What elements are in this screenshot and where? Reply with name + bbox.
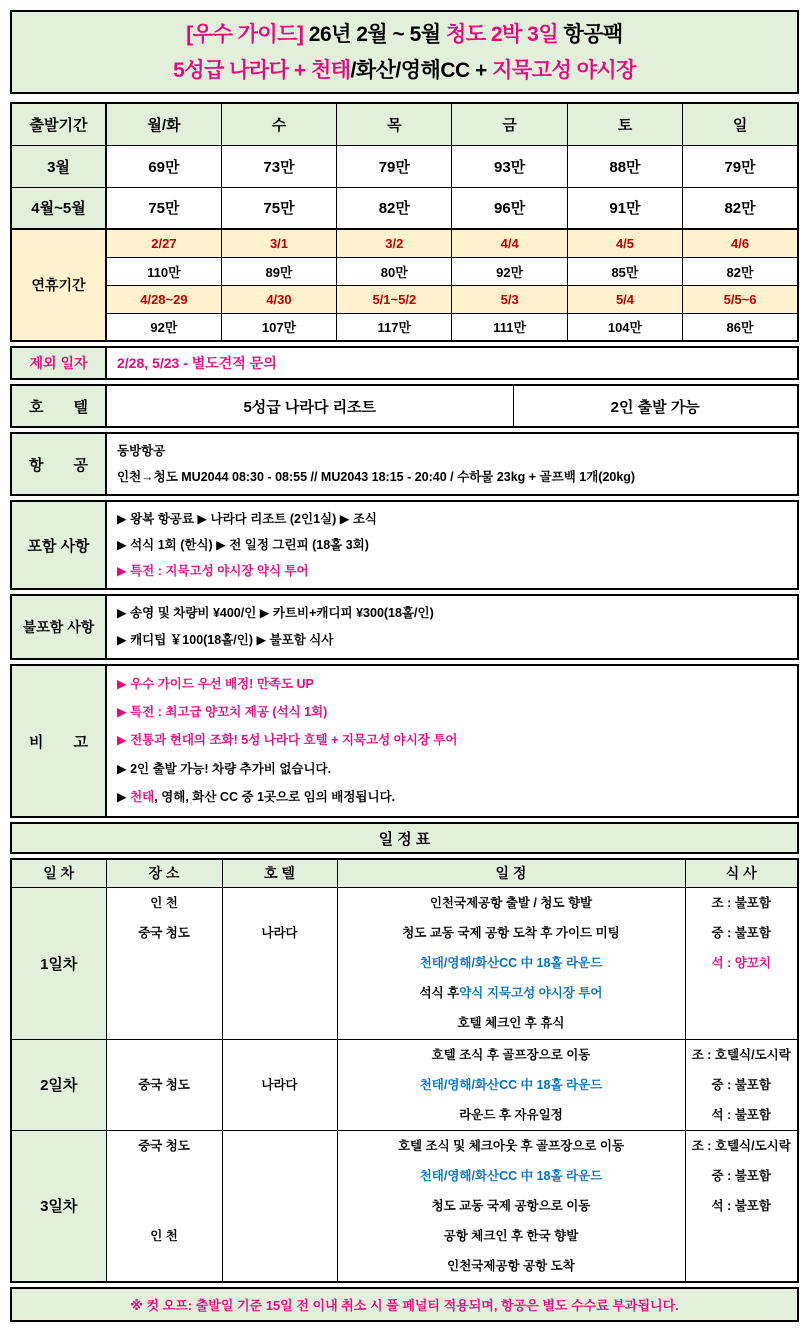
itinerary-line: 청도 교동 국제 공항으로 이동 — [431, 1198, 591, 1213]
day-row-1 — [11, 887, 798, 1039]
price-cell: 110만 — [106, 257, 221, 285]
itinerary-line: 호텔 조식 및 체크아웃 후 골프장으로 이동 — [397, 1138, 625, 1153]
flight-label: 항 공 — [11, 433, 106, 495]
header-itinerary: 일 정 — [337, 859, 685, 887]
holiday-price-row-2 — [11, 313, 798, 341]
meal-line: 중 : 불포함 — [711, 1077, 771, 1092]
itinerary-line: 천태/영해/화산CC 中 18홀 라운드 — [419, 1168, 603, 1183]
itinerary-line: 호텔 조식 후 골프장으로 이동 — [431, 1047, 591, 1062]
row-label: 4월~5월 — [11, 187, 106, 229]
empty-slot — [107, 948, 222, 978]
title-seg: 지묵고성 야시장 — [492, 59, 636, 82]
not-included-row — [10, 594, 799, 660]
price-cell: 96만 — [452, 187, 567, 229]
empty-slot — [107, 978, 222, 1008]
holiday-label: 연휴기간 — [11, 229, 106, 341]
remarks-lines — [107, 666, 797, 816]
price-cell: 79만 — [337, 145, 452, 187]
day2-itinerary-cell — [337, 1039, 685, 1130]
not-included-label: 불포함 사항 — [11, 595, 106, 659]
place-line: 중국 청도 — [138, 1077, 190, 1092]
row-label: 3월 — [11, 145, 106, 187]
price-cell: 104만 — [567, 313, 682, 341]
empty-slot — [107, 1191, 222, 1221]
cutoff-notice: ※ 컷 오프: 출발일 기준 15일 전 이내 취소 시 풀 페널티 적용되며, 항공은 별도 수수료 부과됩니다. — [11, 1288, 798, 1321]
place-line: 인 천 — [150, 896, 178, 910]
schedule-title: 일 정 표 — [11, 823, 798, 853]
day3-itinerary-cell — [337, 1130, 685, 1282]
header-wed: 수 — [221, 103, 336, 145]
flight-info-cell — [106, 433, 798, 495]
holiday-date: 4/30 — [221, 285, 336, 313]
day2-place-cell — [106, 1039, 222, 1130]
holiday-date: 4/5 — [567, 229, 682, 257]
empty-slot — [223, 888, 337, 918]
remarks-item: ▶ 특전 : 최고급 양꼬치 제공 (석식 1회) — [117, 705, 328, 720]
not-included-item: ▶ 송영 및 차량비 ¥400/인 ▶ 카트비+캐디피 ¥300(18홀/인) — [117, 606, 434, 620]
price-cell: 92만 — [452, 257, 567, 285]
day1-place-cell — [106, 887, 222, 1039]
header-sun: 일 — [683, 103, 798, 145]
title-seg: 항공팩 — [558, 23, 623, 46]
remarks-label: 비 고 — [11, 665, 106, 817]
holiday-date: 3/2 — [337, 229, 452, 257]
included-label: 포함 사항 — [11, 501, 106, 589]
empty-slot — [223, 948, 337, 978]
place-line: 중국 청도 — [138, 1138, 190, 1153]
price-cell: 86만 — [683, 313, 798, 341]
included-item: ▶ 석식 1회 (한식) ▶ 전 일정 그린피 (18홀 3회) — [117, 537, 369, 552]
meal-line: 석 : 불포함 — [711, 1107, 771, 1122]
price-row-apr-may — [11, 187, 798, 229]
flight-schedule: 인천→청도 MU2044 08:30 - 08:55 // MU2043 18:15 - 20:40 / 수하물 23kg + 골프백 1개(20kg) — [117, 469, 636, 484]
price-cell: 73만 — [221, 145, 336, 187]
day1-itinerary-cell — [337, 887, 685, 1039]
itinerary-line: 천태/영해/화산CC 中 18홀 라운드 — [419, 1077, 603, 1092]
meal-line: 조 : 불포함 — [711, 896, 771, 910]
header-place: 장 소 — [106, 859, 222, 887]
empty-slot — [107, 1251, 222, 1281]
itinerary-line — [338, 978, 685, 1008]
place-line: 중국 청도 — [138, 926, 190, 940]
exclude-text: 2/28, 5/23 - 별도견적 문의 — [106, 347, 798, 379]
itinerary-line: 호텔 체크인 후 휴식 — [457, 1016, 565, 1030]
itinerary-line: 공항 체크인 후 한국 향발 — [443, 1228, 579, 1243]
exclude-label: 제외 일자 — [11, 347, 106, 379]
not-included-lines — [107, 596, 797, 658]
included-row — [10, 500, 799, 590]
remarks-item: ▶ 우수 가이드 우선 배정! 만족도 UP — [117, 676, 314, 691]
schedule-header-row — [11, 859, 798, 887]
empty-slot — [223, 1100, 337, 1130]
place-line: 인 천 — [150, 1228, 178, 1243]
header-mon-tue: 월/화 — [106, 103, 221, 145]
meal-line: 조 : 호텔식/도시락 — [691, 1138, 791, 1153]
remarks-seg: , 영해, 화산 CC 중 1곳으로 임의 배정됩니다. — [154, 790, 396, 805]
holiday-date-row-2 — [11, 285, 798, 313]
price-cell: 93만 — [452, 145, 567, 187]
holiday-date: 4/6 — [683, 229, 798, 257]
header-fri: 금 — [452, 103, 567, 145]
remarks-item — [107, 790, 797, 805]
empty-slot — [686, 1251, 798, 1281]
holiday-date: 5/1~5/2 — [337, 285, 452, 313]
holiday-date: 5/3 — [452, 285, 567, 313]
cutoff-notice-bar — [10, 1287, 799, 1322]
day-label: 2일차 — [11, 1039, 106, 1130]
flight-lines — [107, 434, 797, 494]
meal-line: 조 : 호텔식/도시락 — [691, 1047, 791, 1062]
title-line-2 — [12, 53, 797, 89]
airline-name: 동방항공 — [117, 443, 166, 458]
day3-hotel-cell — [222, 1130, 337, 1282]
holiday-date: 4/28~29 — [106, 285, 221, 313]
price-table — [10, 102, 799, 342]
holiday-date: 5/4 — [567, 285, 682, 313]
header-hotel: 호 텔 — [222, 859, 337, 887]
title-seg: /화산/영해CC + — [350, 59, 493, 82]
price-cell: 107만 — [221, 313, 336, 341]
included-cell — [106, 501, 798, 589]
itinerary-line: 청도 교동 국제 공항 도착 후 가이드 미팅 — [402, 926, 620, 940]
page-title — [10, 10, 799, 94]
holiday-date: 2/27 — [106, 229, 221, 257]
day3-place-cell — [106, 1130, 222, 1282]
empty-slot — [686, 1221, 798, 1251]
hotel-name: 5성급 나라다 리조트 — [106, 385, 513, 427]
day3-meals-cell — [685, 1130, 798, 1282]
price-cell: 88만 — [567, 145, 682, 187]
price-cell: 89만 — [221, 257, 336, 285]
day-row-3 — [11, 1130, 798, 1282]
hotel-row — [10, 384, 799, 428]
itinerary-line: 인천국제공항 출발 / 청도 향발 — [429, 896, 593, 910]
empty-slot — [107, 1100, 222, 1130]
price-cell: 75만 — [221, 187, 336, 229]
empty-slot — [223, 978, 337, 1008]
price-cell: 79만 — [683, 145, 798, 187]
price-cell: 82만 — [683, 187, 798, 229]
included-item: ▶ 특전 : 지묵고성 야시장 약식 투어 — [117, 563, 309, 578]
price-cell: 82만 — [683, 257, 798, 285]
title-seg: 5성급 나라다 + 천태 — [173, 59, 351, 82]
remarks-seg: 천태 — [130, 790, 155, 805]
holiday-date: 4/4 — [452, 229, 567, 257]
holiday-date-row-1 — [11, 229, 798, 257]
empty-slot — [107, 1040, 222, 1070]
holiday-price-row-1 — [11, 257, 798, 285]
empty-slot — [223, 1008, 337, 1038]
holiday-date: 3/1 — [221, 229, 336, 257]
header-thu: 목 — [337, 103, 452, 145]
remarks-row — [10, 664, 799, 818]
price-cell: 75만 — [106, 187, 221, 229]
day-label: 1일차 — [11, 887, 106, 1039]
flight-row — [10, 432, 799, 496]
price-cell: 82만 — [337, 187, 452, 229]
price-cell: 91만 — [567, 187, 682, 229]
schedule-title-bar — [10, 822, 799, 854]
holiday-date: 5/5~6 — [683, 285, 798, 313]
price-header-row — [11, 103, 798, 145]
title-seg: 청도 2박 3일 — [445, 23, 559, 46]
title-seg: [우수 가이드] — [186, 23, 304, 46]
not-included-item: ▶ 캐디팁 ￥100(18홀/인) ▶ 불포함 식사 — [117, 633, 334, 647]
day1-meals-cell — [685, 887, 798, 1039]
remarks-item: ▶ 전통과 현대의 조화! 5성 나라다 호텔 + 지묵고성 야시장 투어 — [117, 733, 458, 748]
empty-slot — [223, 1040, 337, 1070]
meal-line: 중 : 불포함 — [711, 1168, 771, 1183]
price-cell: 117만 — [337, 313, 452, 341]
meal-line: 중 : 불포함 — [711, 926, 771, 940]
header-sat: 토 — [567, 103, 682, 145]
hotel-line: 나라다 — [261, 1077, 298, 1092]
included-lines — [107, 502, 797, 588]
schedule-table — [10, 858, 799, 1283]
empty-slot — [686, 1008, 798, 1038]
price-cell: 69만 — [106, 145, 221, 187]
itinerary-line: 천태/영해/화산CC 中 18홀 라운드 — [419, 956, 603, 970]
remarks-item: ▶ 2인 출발 가능! 차량 추가비 없습니다. — [117, 761, 332, 776]
price-cell: 92만 — [106, 313, 221, 341]
exclude-dates-row — [10, 346, 799, 380]
itinerary-line: 인천국제공항 공항 도착 — [447, 1258, 575, 1273]
itinerary-seg: 석식 후 — [419, 986, 460, 1000]
hotel-label: 호 텔 — [11, 385, 106, 427]
meal-line: 석 : 불포함 — [711, 1198, 771, 1213]
included-item: ▶ 왕복 항공료 ▶ 나라다 리조트 (2인1실) ▶ 조식 — [117, 511, 377, 526]
meal-line: 석 : 양꼬치 — [711, 956, 771, 970]
empty-slot — [107, 1008, 222, 1038]
itinerary-line: 라운드 후 자유일정 — [459, 1107, 563, 1122]
day1-hotel-cell — [222, 887, 337, 1039]
empty-slot — [107, 1161, 222, 1191]
remarks-cell — [106, 665, 798, 817]
price-row-march — [11, 145, 798, 187]
empty-slot — [686, 978, 798, 1008]
title-line-1 — [12, 17, 797, 53]
not-included-cell — [106, 595, 798, 659]
hotel-note: 2인 출발 가능 — [513, 385, 798, 427]
price-cell: 111만 — [452, 313, 567, 341]
header-day: 일 차 — [11, 859, 106, 887]
remarks-seg: ▶ — [117, 790, 131, 805]
title-seg: 26년 2월 ~ 5월 — [303, 23, 446, 46]
price-cell: 80만 — [337, 257, 452, 285]
header-meals: 식 사 — [685, 859, 798, 887]
header-departure: 출발기간 — [11, 103, 106, 145]
price-cell: 85만 — [567, 257, 682, 285]
day-row-2 — [11, 1039, 798, 1130]
day2-hotel-cell — [222, 1039, 337, 1130]
hotel-line: 나라다 — [261, 926, 298, 940]
itinerary-seg: 약식 지묵고성 야시장 투어 — [459, 986, 603, 1000]
day-label: 3일차 — [11, 1130, 106, 1282]
day2-meals-cell — [685, 1039, 798, 1130]
